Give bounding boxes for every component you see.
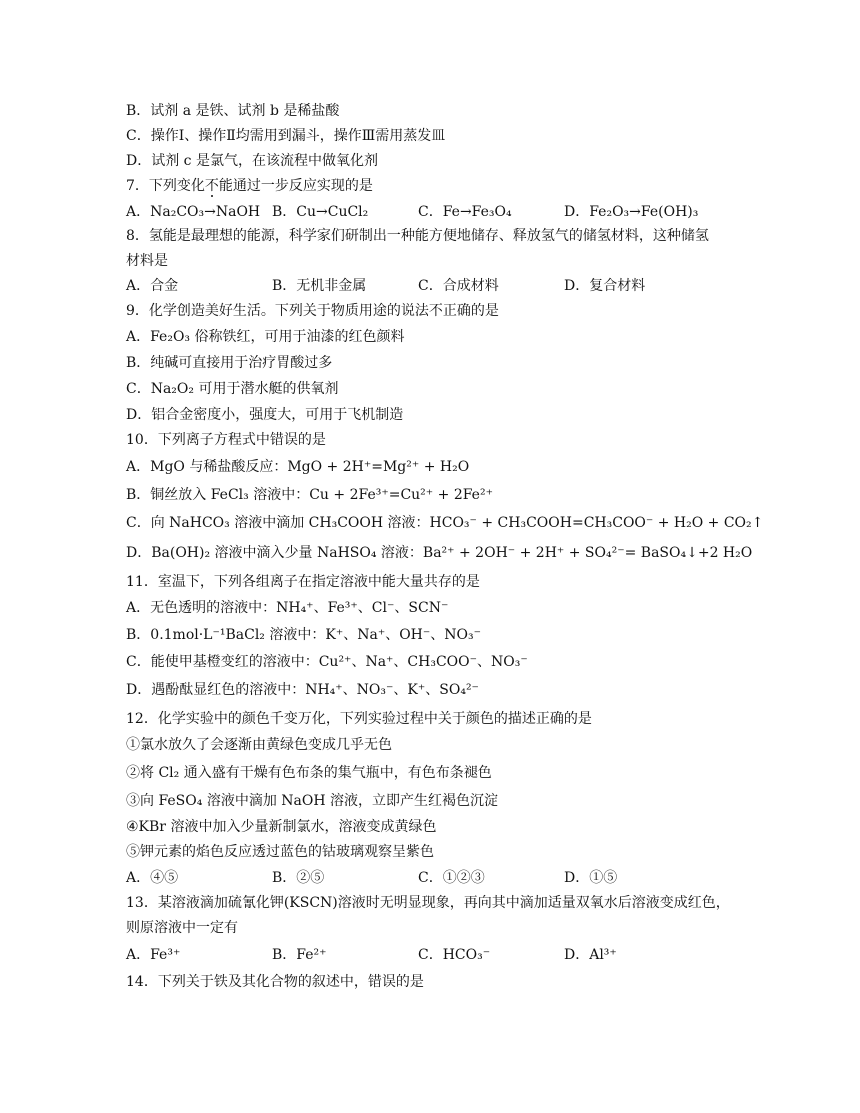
option-10d: D．Ba(OH)₂ 溶液中滴入少量 NaHSO₄ 溶液：Ba²⁺ + 2OH⁻ + 2H⁺ + SO₄²⁻= BaSO₄↓+2 H₂O <box>126 545 753 561</box>
option-6d: D．试剂 c 是氯气，在该流程中做氧化剂 <box>126 153 378 169</box>
options-13 <box>126 943 766 967</box>
option-9a: A．Fe₂O₃ 俗称铁红，可用于油漆的红色颜料 <box>126 329 405 345</box>
option-13d: D．Al³⁺ <box>564 947 617 963</box>
option-8b: B．无机非金属 <box>272 278 367 294</box>
question-12: 12．化学实验中的颜色千变万化，下列实验过程中关于颜色的描述正确的是 <box>126 711 592 727</box>
question-13: 13．某溶液滴加硫氰化钾(KSCN)溶液时无明显现象，再向其中滴加适量双氧水后溶液变成红色， <box>126 895 730 911</box>
question-8: 8．氢能是最理想的能源，科学家们研制出一种能方便地储存、释放氢气的储氢材料，这种储氢 <box>126 228 709 244</box>
option-13c: C．HCO₃⁻ <box>418 947 491 963</box>
option-7c: C．Fe→Fe₃O₄ <box>418 204 512 220</box>
option-8c: C．合成材料 <box>418 278 499 294</box>
option-13b: B．Fe²⁺ <box>272 947 327 963</box>
option-9d: D．铝合金密度小，强度大，可用于飞机制造 <box>126 407 404 423</box>
option-7d: D．Fe₂O₃→Fe(OH)₃ <box>564 204 699 220</box>
option-11a: A．无色透明的溶液中：NH₄⁺、Fe³⁺、Cl⁻、SCN⁻ <box>126 600 449 616</box>
option-6c: C．操作Ⅰ、操作Ⅱ均需用到漏斗，操作Ⅲ需用蒸发皿 <box>126 128 446 144</box>
options-7 <box>126 200 766 224</box>
option-12d: D．①⑤ <box>564 870 618 886</box>
statement-3: ③向 FeSO₄ 溶液中滴加 NaOH 溶液，立即产生红褐色沉淀 <box>126 793 498 809</box>
option-11c: C．能使甲基橙变红的溶液中：Cu²⁺、Na⁺、CH₃COO⁻、NO₃⁻ <box>126 654 528 670</box>
question-10: 10．下列离子方程式中错误的是 <box>126 432 326 448</box>
emphasis-dot: 不 <box>204 178 219 194</box>
option-12c: C．①②③ <box>418 870 485 886</box>
question-13-cont: 则原溶液中一定有 <box>126 920 238 936</box>
option-8d: D．复合材料 <box>564 278 646 294</box>
option-13a: A．Fe³⁺ <box>126 947 181 963</box>
statement-1: ①氯水放久了会逐渐由黄绿色变成几乎无色 <box>126 737 392 753</box>
statement-5: ⑤钾元素的焰色反应透过蓝色的钴玻璃观察呈紫色 <box>126 844 434 860</box>
option-12b: B．②⑤ <box>272 870 325 886</box>
option-7a: A．Na₂CO₃→NaOH <box>126 204 261 220</box>
option-6b: B．试剂 a 是铁、试剂 b 是稀盐酸 <box>126 103 340 119</box>
option-11d: D．遇酚酞显红色的溶液中：NH₄⁺、NO₃⁻、K⁺、SO₄²⁻ <box>126 682 479 698</box>
options-8 <box>126 274 766 298</box>
option-10b: B．铜丝放入 FeCl₃ 溶液中：Cu + 2Fe³⁺=Cu²⁺ + 2Fe²⁺ <box>126 487 493 503</box>
question-9: 9．化学创造美好生活。下列关于物质用途的说法不正确的是 <box>126 303 499 319</box>
option-8a: A．合金 <box>126 278 179 294</box>
question-11: 11．室温下，下列各组离子在指定溶液中能大量共存的是 <box>126 574 480 590</box>
option-10a: A．MgO 与稀盐酸反应：MgO + 2H⁺=Mg²⁺ + H₂O <box>126 459 470 475</box>
option-7b: B．Cu→CuCl₂ <box>272 204 369 220</box>
option-11b: B．0.1mol·L⁻¹BaCl₂ 溶液中：K⁺、Na⁺、OH⁻、NO₃⁻ <box>126 627 482 643</box>
statement-4: ④KBr 溶液中加入少量新制氯水，溶液变成黄绿色 <box>126 819 437 835</box>
option-10c: C．向 NaHCO₃ 溶液中滴加 CH₃COOH 溶液：HCO₃⁻ + CH₃COOH=CH₃COO⁻ + H₂O + CO₂↑ <box>126 515 764 531</box>
question-8-cont: 材料是 <box>126 253 168 269</box>
statement-2: ②将 Cl₂ 通入盛有干燥有色布条的集气瓶中，有色布条褪色 <box>126 765 492 781</box>
options-12 <box>126 866 766 890</box>
option-9c: C．Na₂O₂ 可用于潜水艇的供氧剂 <box>126 381 339 397</box>
option-9b: B．纯碱可直接用于治疗胃酸过多 <box>126 355 333 371</box>
question-7: 7．下列变化不能通过一步反应实现的是 <box>126 178 373 194</box>
question-14: 14．下列关于铁及其化合物的叙述中，错误的是 <box>126 974 424 990</box>
option-12a: A．④⑤ <box>126 870 179 886</box>
